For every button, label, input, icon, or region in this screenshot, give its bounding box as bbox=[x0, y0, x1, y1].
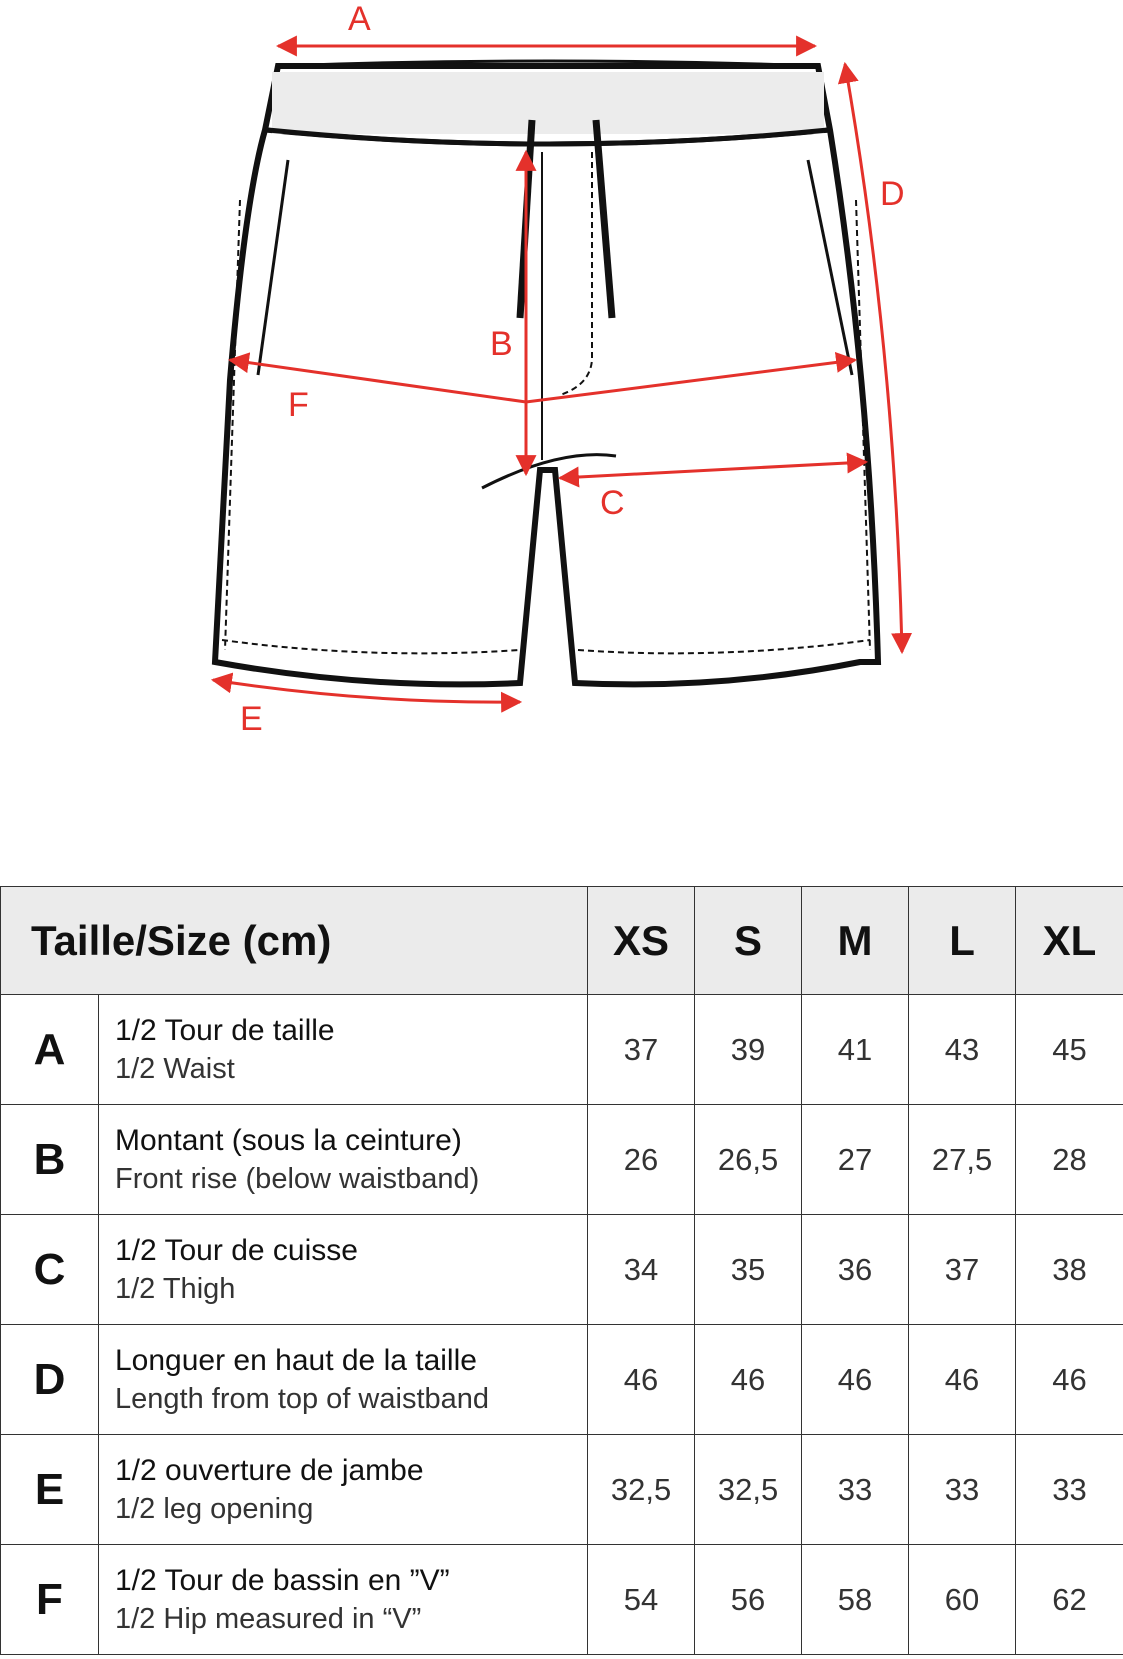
table-row bbox=[1, 995, 1123, 1105]
label-b: B bbox=[490, 325, 513, 363]
value-cell: 46 bbox=[588, 1325, 695, 1435]
row-description bbox=[99, 1545, 588, 1655]
row-letter: D bbox=[1, 1325, 99, 1435]
row-description bbox=[99, 1435, 588, 1545]
label-d: D bbox=[880, 175, 905, 213]
table-row bbox=[1, 1215, 1123, 1325]
value-cell: 27,5 bbox=[909, 1105, 1016, 1215]
value-cell: 33 bbox=[802, 1435, 909, 1545]
table-header-row bbox=[1, 887, 1123, 995]
value-cell: 32,5 bbox=[588, 1435, 695, 1545]
size-table bbox=[0, 886, 1123, 1655]
label-c: C bbox=[600, 484, 625, 522]
value-cell: 28 bbox=[1016, 1105, 1123, 1215]
value-cell: 46 bbox=[909, 1325, 1016, 1435]
size-header-l: L bbox=[909, 887, 1016, 995]
value-cell: 27 bbox=[802, 1105, 909, 1215]
value-cell: 37 bbox=[909, 1215, 1016, 1325]
value-cell: 34 bbox=[588, 1215, 695, 1325]
value-cell: 26,5 bbox=[695, 1105, 802, 1215]
table-row bbox=[1, 1105, 1123, 1215]
value-cell: 36 bbox=[802, 1215, 909, 1325]
description-en: 1/2 Hip measured in “V” bbox=[115, 1602, 422, 1635]
description-fr: 1/2 Tour de cuisse bbox=[115, 1233, 358, 1267]
description-en: 1/2 Waist bbox=[115, 1052, 235, 1085]
value-cell: 58 bbox=[802, 1545, 909, 1655]
table-title: Taille/Size (cm) bbox=[1, 887, 588, 995]
value-cell: 54 bbox=[588, 1545, 695, 1655]
description-en: Front rise (below waistband) bbox=[115, 1162, 480, 1195]
description-fr: Montant (sous la ceinture) bbox=[115, 1123, 462, 1157]
description-en: 1/2 Thigh bbox=[115, 1272, 236, 1305]
value-cell: 43 bbox=[909, 995, 1016, 1105]
size-header-m: M bbox=[802, 887, 909, 995]
value-cell: 33 bbox=[909, 1435, 1016, 1545]
table-row bbox=[1, 1545, 1123, 1655]
value-cell: 46 bbox=[695, 1325, 802, 1435]
value-cell: 37 bbox=[588, 995, 695, 1105]
row-letter: B bbox=[1, 1105, 99, 1215]
value-cell: 62 bbox=[1016, 1545, 1123, 1655]
description-en: Length from top of waistband bbox=[115, 1382, 490, 1415]
size-header-xl: XL bbox=[1016, 887, 1123, 995]
row-description bbox=[99, 1325, 588, 1435]
value-cell: 38 bbox=[1016, 1215, 1123, 1325]
label-a: A bbox=[348, 0, 371, 38]
row-letter: C bbox=[1, 1215, 99, 1325]
description-fr: Longuer en haut de la taille bbox=[115, 1343, 477, 1377]
description-en: 1/2 leg opening bbox=[115, 1492, 314, 1525]
value-cell: 60 bbox=[909, 1545, 1016, 1655]
row-description bbox=[99, 1215, 588, 1325]
row-letter: E bbox=[1, 1435, 99, 1545]
value-cell: 45 bbox=[1016, 995, 1123, 1105]
row-description bbox=[99, 995, 588, 1105]
label-f: F bbox=[288, 386, 309, 424]
row-letter: A bbox=[1, 995, 99, 1105]
value-cell: 46 bbox=[802, 1325, 909, 1435]
table-row bbox=[1, 1435, 1123, 1545]
value-cell: 26 bbox=[588, 1105, 695, 1215]
value-cell: 32,5 bbox=[695, 1435, 802, 1545]
description-fr: 1/2 Tour de taille bbox=[115, 1013, 335, 1047]
row-letter: F bbox=[1, 1545, 99, 1655]
value-cell: 33 bbox=[1016, 1435, 1123, 1545]
value-cell: 35 bbox=[695, 1215, 802, 1325]
description-fr: 1/2 ouverture de jambe bbox=[115, 1453, 424, 1487]
size-header-s: S bbox=[695, 887, 802, 995]
value-cell: 46 bbox=[1016, 1325, 1123, 1435]
label-e: E bbox=[240, 700, 263, 738]
size-header-xs: XS bbox=[588, 887, 695, 995]
value-cell: 39 bbox=[695, 995, 802, 1105]
description-fr: 1/2 Tour de bassin en ”V” bbox=[115, 1563, 450, 1597]
row-description bbox=[99, 1105, 588, 1215]
value-cell: 56 bbox=[695, 1545, 802, 1655]
value-cell: 41 bbox=[802, 995, 909, 1105]
shorts-measurement-diagram bbox=[0, 0, 1123, 760]
table-row bbox=[1, 1325, 1123, 1435]
